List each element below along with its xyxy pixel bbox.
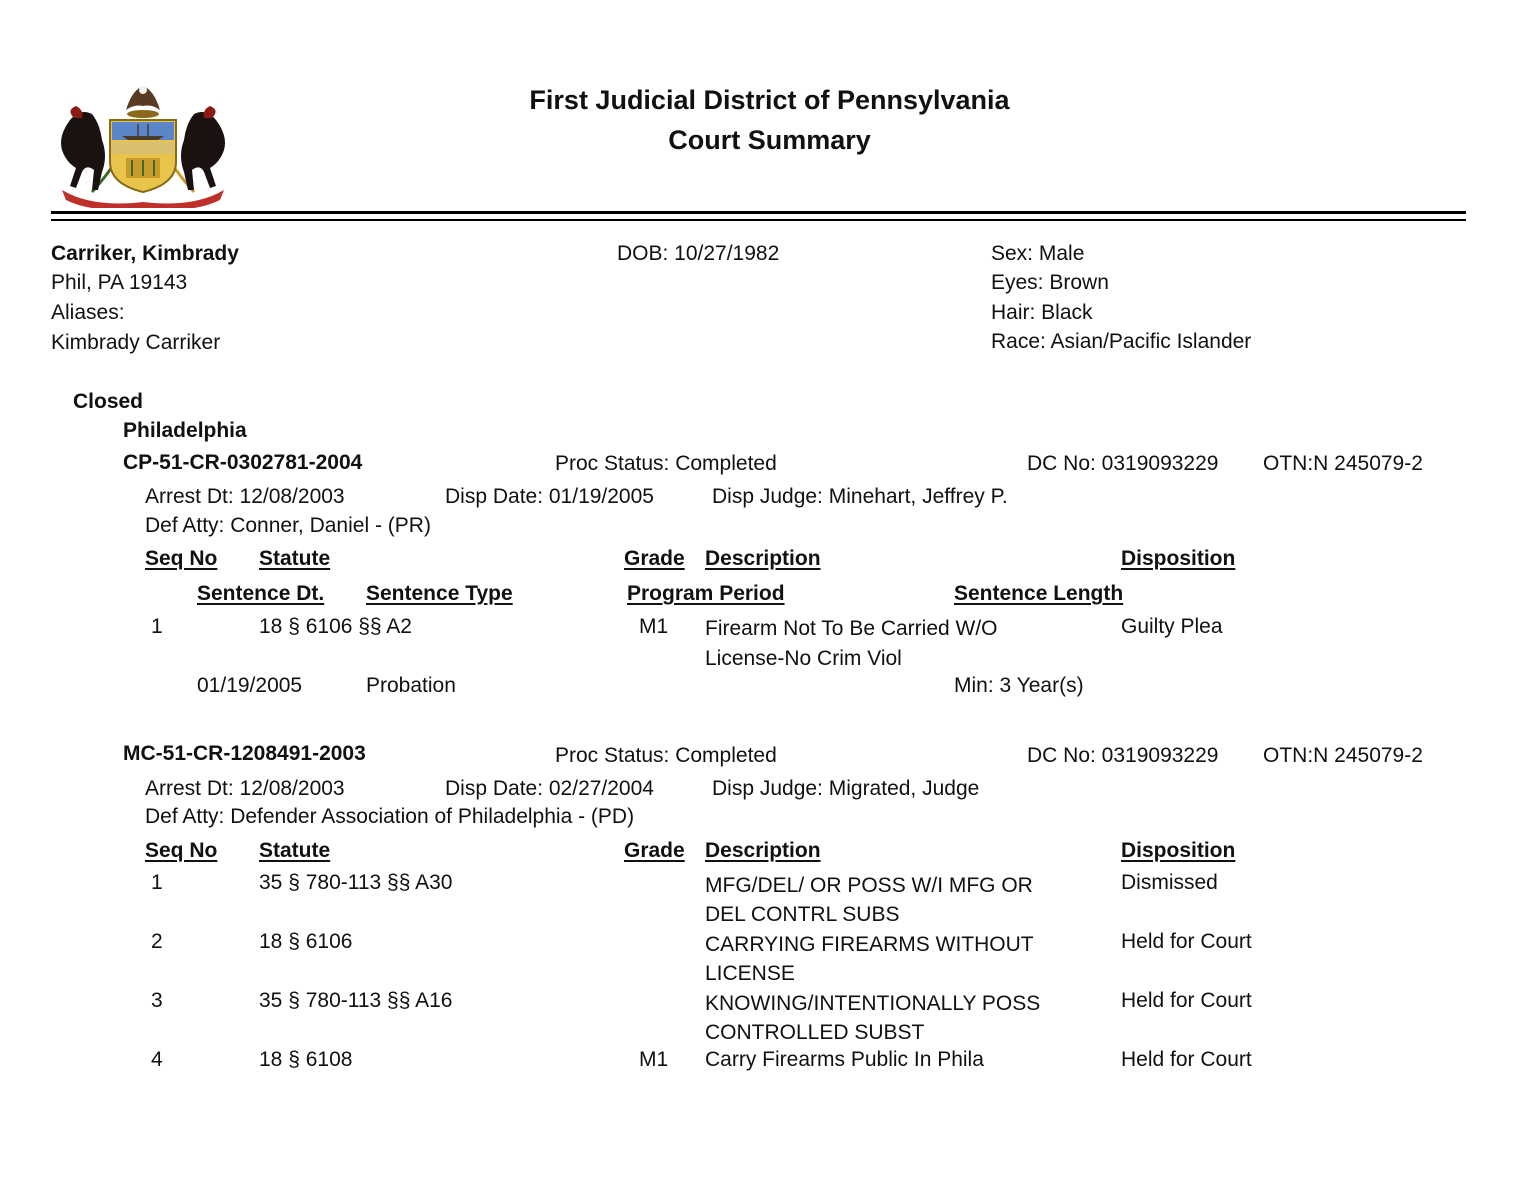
- disposition-date: Disp Date: 02/27/2004: [445, 777, 654, 800]
- column-header-sentence-length: Sentence Length: [954, 582, 1124, 605]
- charge-statute: 35 § 780-113 §§ A16: [259, 989, 453, 1012]
- header-divider-thick: [51, 211, 1466, 214]
- proc-status: Proc Status: Completed: [555, 744, 777, 767]
- otn-number: OTN:N 245079-2: [1263, 744, 1423, 767]
- charge-statute: 18 § 6106: [259, 930, 353, 953]
- otn-number: OTN:N 245079-2: [1263, 452, 1423, 475]
- column-header-seq-no: Seq No: [145, 547, 218, 570]
- defendant-sex: Sex: Male: [991, 242, 1085, 265]
- charge-seq: 4: [151, 1048, 163, 1071]
- dc-number: DC No: 0319093229: [1027, 452, 1219, 475]
- charge-disposition: Dismissed: [1121, 871, 1218, 894]
- charge-grade: M1: [639, 1048, 669, 1071]
- charge-description-cont: LICENSE: [705, 962, 795, 985]
- column-header-statute: Statute: [259, 839, 331, 862]
- defense-attorney: Def Atty: Conner, Daniel - (PR): [145, 514, 431, 537]
- charge-description: KNOWING/INTENTIONALLY POSS: [705, 992, 1041, 1015]
- alias-item: Kimbrady Carriker: [51, 331, 221, 354]
- column-header-disposition: Disposition: [1121, 547, 1236, 570]
- header-divider-thin: [51, 219, 1466, 221]
- proc-status: Proc Status: Completed: [555, 452, 777, 475]
- docket-number: CP-51-CR-0302781-2004: [123, 451, 363, 474]
- column-header-seq-no: Seq No: [145, 839, 218, 862]
- charge-seq: 1: [151, 615, 163, 638]
- defendant-dob: DOB: 10/27/1982: [617, 242, 780, 265]
- column-header-disposition: Disposition: [1121, 839, 1236, 862]
- charge-description: Firearm Not To Be Carried W/O: [705, 617, 998, 640]
- charge-disposition: Held for Court: [1121, 989, 1252, 1012]
- charge-description-cont: License-No Crim Viol: [705, 647, 902, 670]
- column-header-program-period: Program Period: [627, 582, 785, 605]
- column-header-grade: Grade: [624, 547, 685, 570]
- column-header-description: Description: [705, 547, 821, 570]
- charge-description: Carry Firearms Public In Phila: [705, 1048, 984, 1071]
- arrest-date: Arrest Dt: 12/08/2003: [145, 777, 345, 800]
- charge-grade: M1: [639, 615, 669, 638]
- column-header-grade: Grade: [624, 839, 685, 862]
- column-header-sentence-date: Sentence Dt.: [197, 582, 325, 605]
- defendant-hair: Hair: Black: [991, 301, 1093, 324]
- defendant-eyes: Eyes: Brown: [991, 271, 1109, 294]
- charge-disposition: Held for Court: [1121, 930, 1252, 953]
- charge-disposition: Guilty Plea: [1121, 615, 1223, 638]
- charge-description: MFG/DEL/ OR POSS W/I MFG OR: [705, 874, 1033, 897]
- defendant-name: Carriker, Kimbrady: [51, 242, 239, 265]
- sentence-length: Min: 3 Year(s): [954, 674, 1084, 697]
- aliases-label: Aliases:: [51, 301, 125, 324]
- charge-description-cont: CONTROLLED SUBST: [705, 1021, 925, 1044]
- case-status-heading: Closed: [73, 390, 144, 413]
- charge-statute: 18 § 6108: [259, 1048, 353, 1071]
- sentence-date: 01/19/2005: [197, 674, 303, 697]
- charge-seq: 2: [151, 930, 163, 953]
- disposition-date: Disp Date: 01/19/2005: [445, 485, 654, 508]
- charge-disposition: Held for Court: [1121, 1048, 1252, 1071]
- page-title: First Judicial District of Pennsylvania: [529, 85, 1010, 115]
- docket-number: MC-51-CR-1208491-2003: [123, 742, 366, 765]
- county-heading: Philadelphia: [123, 419, 247, 442]
- defendant-race: Race: Asian/Pacific Islander: [991, 330, 1252, 353]
- column-header-sentence-type: Sentence Type: [366, 582, 513, 605]
- charge-description: CARRYING FIREARMS WITHOUT: [705, 933, 1034, 956]
- charge-statute: 18 § 6106 §§ A2: [259, 615, 412, 638]
- defense-attorney: Def Atty: Defender Association of Philadelphia - (PD): [145, 805, 635, 828]
- arrest-date: Arrest Dt: 12/08/2003: [145, 485, 345, 508]
- disposition-judge: Disp Judge: Migrated, Judge: [712, 777, 980, 800]
- charge-description-cont: DEL CONTRL SUBS: [705, 903, 900, 926]
- column-header-statute: Statute: [259, 547, 331, 570]
- defendant-address: Phil, PA 19143: [51, 271, 188, 294]
- disposition-judge: Disp Judge: Minehart, Jeffrey P.: [712, 485, 1008, 508]
- column-header-description: Description: [705, 839, 821, 862]
- page-subtitle: Court Summary: [668, 125, 871, 155]
- charge-seq: 1: [151, 871, 163, 894]
- charge-seq: 3: [151, 989, 163, 1012]
- dc-number: DC No: 0319093229: [1027, 744, 1219, 767]
- sentence-type: Probation: [366, 674, 456, 697]
- charge-statute: 35 § 780-113 §§ A30: [259, 871, 453, 894]
